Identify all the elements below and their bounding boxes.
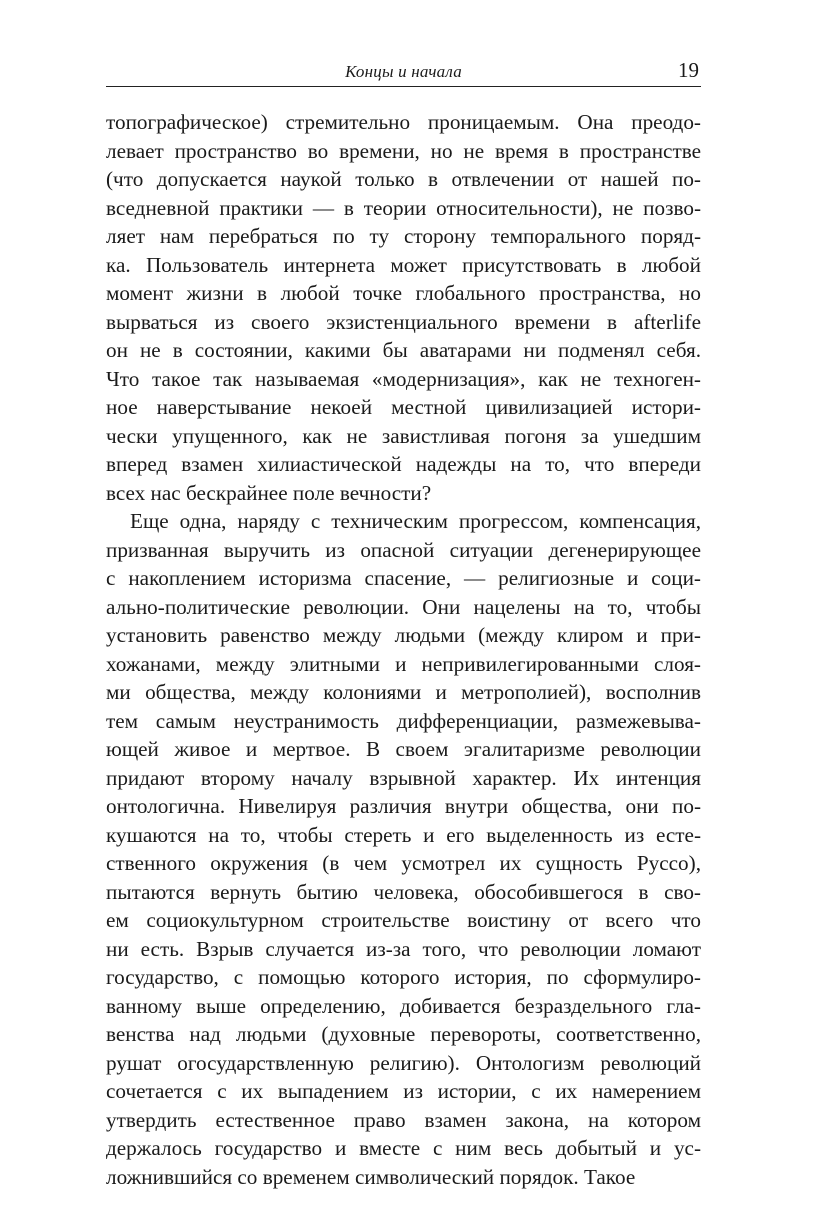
text-line: ем социокультурном строительстве воистину от всего что	[106, 908, 701, 932]
text-line: ляет нам перебраться по ту сторону темпорального поряд-	[106, 224, 701, 248]
text-line: ально-политические революции. Они нацелены на то, чтобы	[106, 594, 701, 619]
text-line: ное наверстывание некоей местной цивилизацией истори-	[106, 395, 701, 419]
running-title: Концы и начала	[345, 62, 462, 81]
text-line: (что допускается наукой только в отвлечении от нашей по-	[106, 167, 701, 191]
text-line: левает пространство во времени, но не время в пространстве	[106, 138, 701, 163]
text-line: рушат огосударствленную религию). Онтологизм революций	[106, 1050, 701, 1075]
text-line: государство, с помощью которого история, по сформулиро-	[106, 965, 701, 989]
text-line: держалось государство и вместе с ним весь добытый и ус-	[106, 1136, 701, 1160]
text-line: Что такое так называемая «модернизация», как не техноген-	[106, 366, 701, 391]
text-line: придают второму началу взрывной характер. Их интенция	[106, 765, 701, 790]
text-line: сочетается с их выпадением из истории, с их намерением	[106, 1079, 701, 1103]
text-line: Еще одна, наряду с техническим прогрессом, компенсация,	[130, 509, 701, 533]
text-line: ложнившийся со временем символический порядок. Такое	[106, 1164, 636, 1189]
paragraph	[106, 108, 701, 507]
running-header	[106, 58, 701, 87]
text-line: ственного окружения (в чем усмотрел их сущность Руссо),	[106, 851, 701, 875]
text-line: он не в состоянии, какими бы аватарами ни подменял себя.	[106, 338, 701, 362]
text-line: пытаются вернуть бытию человека, обособившегося в сво-	[106, 879, 701, 904]
text-line: вырваться из своего экзистенциального времени в afterlife	[106, 309, 701, 334]
text-line: венства над людьми (духовные перевороты, соответственно,	[106, 1022, 701, 1046]
text-line: хожанами, между элитными и непривилегированными слоя-	[106, 651, 701, 676]
text-line: ющей живое и мертвое. В своем эгалитаризме революции	[106, 737, 701, 761]
page-number: 19	[678, 58, 699, 82]
text-line: вперед взамен хилиастической надежды на то, что впереди	[106, 452, 701, 476]
text-line: топографическое) стремительно проницаемым. Она преодо-	[106, 110, 701, 134]
text-line: утвердить естественное право взамен закона, на котором	[106, 1107, 701, 1132]
text-line: чески упущенного, как не завистливая погоня за ушедшим	[106, 423, 701, 448]
text-line: призванная выручить из опасной ситуации дегенерирующее	[106, 537, 701, 562]
text-line: ка. Пользователь интернета может присутствовать в любой	[106, 252, 701, 277]
text-line: онтологична. Нивелируя различия внутри общества, они по-	[106, 794, 701, 818]
text-line: установить равенство между людьми (между клиром и при-	[106, 623, 701, 647]
text-line: с накоплением историзма спасение, — религиозные и соци-	[106, 566, 701, 590]
text-line: ми общества, между колониями и метрополией), восполнив	[106, 680, 701, 704]
text-line: всех нас бескрайнее поле вечности?	[106, 480, 432, 505]
text-line: момент жизни в любой точке глобального пространства, но	[106, 281, 701, 305]
text-line: вседневной практики — в теории относительности), не позво-	[106, 195, 701, 220]
text-line: ванному выше определению, добивается безраздельного гла-	[106, 993, 701, 1018]
text-line: тем самым неустранимость дифференциации, размежевыва-	[106, 708, 701, 733]
body-text	[106, 108, 701, 1191]
text-line: ни есть. Взрыв случается из-за того, что революции ломают	[106, 936, 701, 961]
text-line: кушаются на то, чтобы стереть и его выделенность из есте-	[106, 822, 701, 847]
paragraph	[106, 507, 701, 1191]
